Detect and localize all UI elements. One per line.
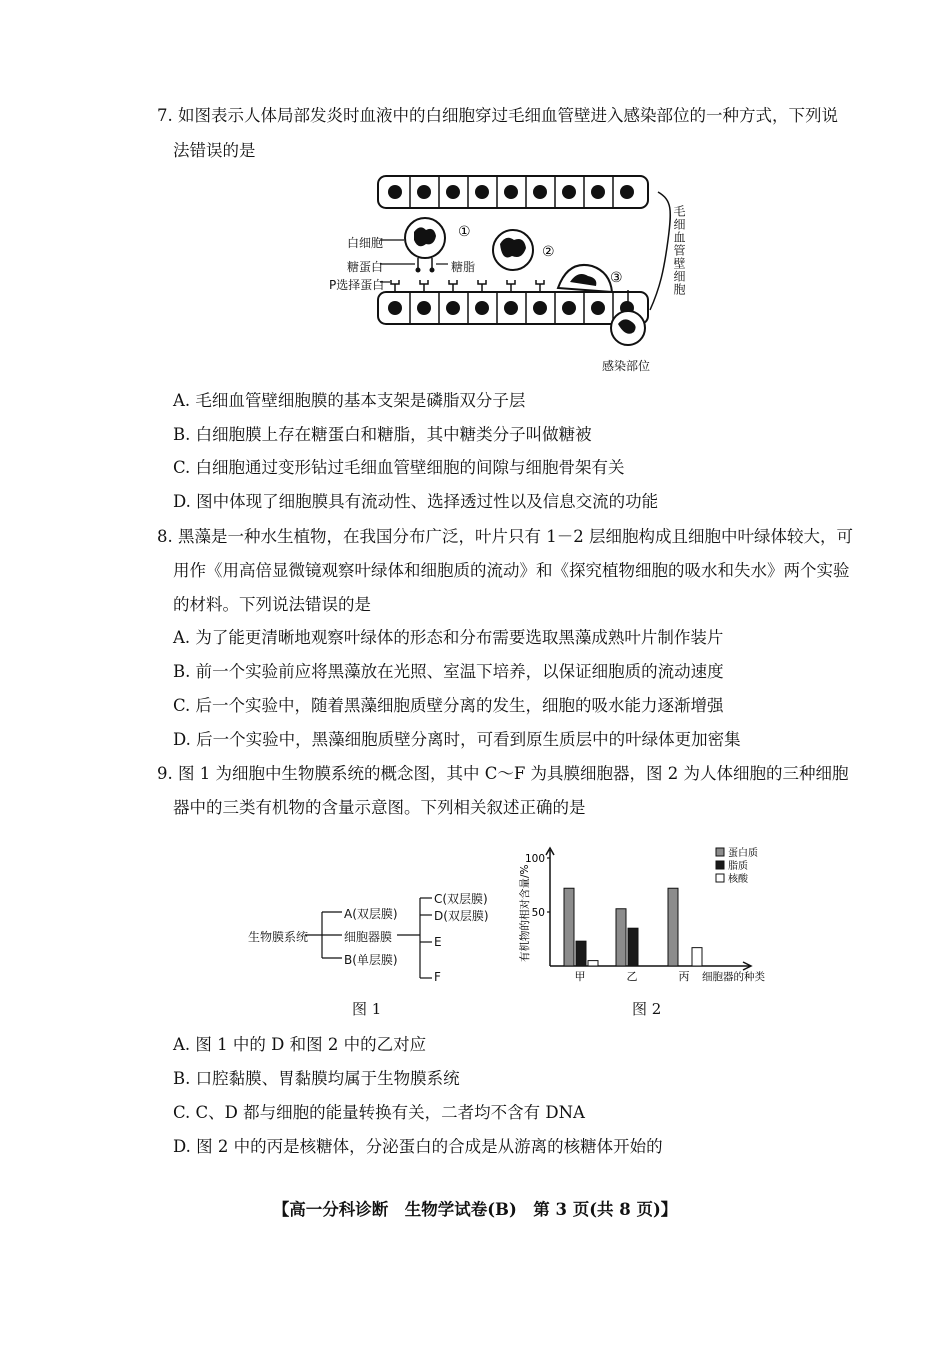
fig1-a: A(双层膜) [344,907,398,921]
y-tick-label-100: 100 [524,853,545,865]
bottom-wall-cells [378,292,648,324]
x-tick-label-乙: 乙 [626,970,638,983]
legend-label-脂质: 脂质 [728,861,748,872]
q7-option-b: B. 白细胞膜上存在糖蛋白和糖脂，其中糖类分子叫做糖被 [173,425,592,444]
glycoprotein-label: 糖蛋白 [347,260,384,274]
bar-乙-脂质 [628,928,638,966]
x-axis-label: 细胞器的种类 [702,971,765,983]
q7-stem-line1: 7. 如图表示人体局部发炎时血液中的白细胞穿过毛细血管壁进入感染部位的一种方式，下列说 [157,106,838,125]
q8-option-c: C. 后一个实验中，随着黑藻细胞质壁分离的发生，细胞的吸水能力逐渐增强 [173,696,724,715]
wall-bracket [650,192,670,310]
fig1-d: D(双层膜) [434,909,489,923]
bar-甲-核酸 [588,961,598,966]
legend-swatch-蛋白质 [716,848,724,856]
step-1-label: ① [458,224,471,240]
q7-option-d: D. 图中体现了细胞膜具有流动性、选择透过性以及信息交流的功能 [173,492,659,511]
q7-capillary-figure [320,170,690,380]
y-axis-label: 有机物的相对含量/% [519,864,531,962]
top-wall-cells [378,176,648,208]
bar-甲-脂质 [576,941,586,966]
fig1-caption: 图 1 [352,1000,382,1018]
q9-option-a: A. 图 1 中的 D 和图 2 中的乙对应 [173,1035,427,1054]
fig1-e: E [434,935,442,949]
bar-丙-蛋白质 [668,888,678,966]
bar-甲-蛋白质 [564,888,574,966]
q9-option-b: B. 口腔黏膜、胃黏膜均属于生物膜系统 [173,1069,460,1088]
wbc-label: 白细胞 [347,236,384,250]
white-blood-cell-4 [611,311,645,345]
white-blood-cell-3 [558,265,612,292]
q8-option-b: B. 前一个实验前应将黑藻放在光照、室温下培养，以保证细胞质的流动速度 [173,662,724,681]
fig1-c: C(双层膜) [434,892,488,906]
q8-option-a: A. 为了能更清晰地观察叶绿体的形态和分布需要选取黑藻成熟叶片制作装片 [173,628,724,647]
glycolipid-label: 糖脂 [451,260,476,274]
p-selectin-label: P选择蛋白 [329,278,385,292]
step-2-label: ② [542,244,555,260]
x-tick-label-甲: 甲 [574,970,586,983]
y-tick-label-50: 50 [531,907,545,919]
step-3-label: ③ [610,270,623,286]
legend-label-蛋白质: 蛋白质 [728,848,758,859]
q7-stem-line2: 法错误的是 [173,141,256,160]
q9-option-d: D. 图 2 中的丙是核糖体，分泌蛋白的合成是从游离的核糖体开始的 [173,1137,663,1156]
q8-stem-line2: 用作《用高倍显微镜观察叶绿体和细胞质的流动》和《探究植物细胞的吸水和失水》两个实验 [173,561,850,580]
q9-stem-line1: 9. 图 1 为细胞中生物膜系统的概念图，其中 C～F 为具膜细胞器，图 2 为人体细胞的三种细胞 [157,764,849,783]
bar-乙-蛋白质 [616,909,626,966]
legend-swatch-核酸 [716,874,724,882]
fig1-b: B(单层膜) [344,953,398,967]
q9-figure2-chart [510,842,790,990]
p-selectin-receptors [391,280,544,292]
white-blood-cell-2 [493,230,533,270]
fig2-caption: 图 2 [632,1000,662,1018]
fig1-root: 生物膜系统 [248,930,309,944]
q8-stem-line3: 的材料。下列说法错误的是 [173,595,371,614]
fig1-f: F [434,970,441,984]
bar-丙-核酸 [692,948,702,966]
infection-label: 感染部位 [602,359,651,373]
q7-option-a: A. 毛细血管壁细胞膜的基本支架是磷脂双分子层 [173,391,526,410]
fig1-organelle: 细胞器膜 [344,930,393,944]
q9-stem-line2: 器中的三类有机物的含量示意图。下列相关叙述正确的是 [173,798,586,817]
legend-swatch-脂质 [716,861,724,869]
wall-cells-label: 毛细血管壁细胞 [672,205,686,296]
page-footer: 【高一分科诊断 生物学试卷(B) 第 3 页(共 8 页)】 [272,1200,678,1219]
q7-option-c: C. 白细胞通过变形钻过毛细血管壁细胞的间隙与细胞骨架有关 [173,458,625,477]
legend-label-核酸: 核酸 [728,874,748,885]
x-tick-label-丙: 丙 [678,970,690,983]
q8-stem-line1: 8. 黑藻是一种水生植物，在我国分布广泛，叶片只有 1－2 层细胞构成且细胞中叶绿体较大，可 [157,527,853,546]
q8-option-d: D. 后一个实验中，黑藻细胞质壁分离时，可看到原生质层中的叶绿体更加密集 [173,730,741,749]
q9-option-c: C. C、D 都与细胞的能量转换有关，二者均不含有 DNA [173,1103,585,1122]
